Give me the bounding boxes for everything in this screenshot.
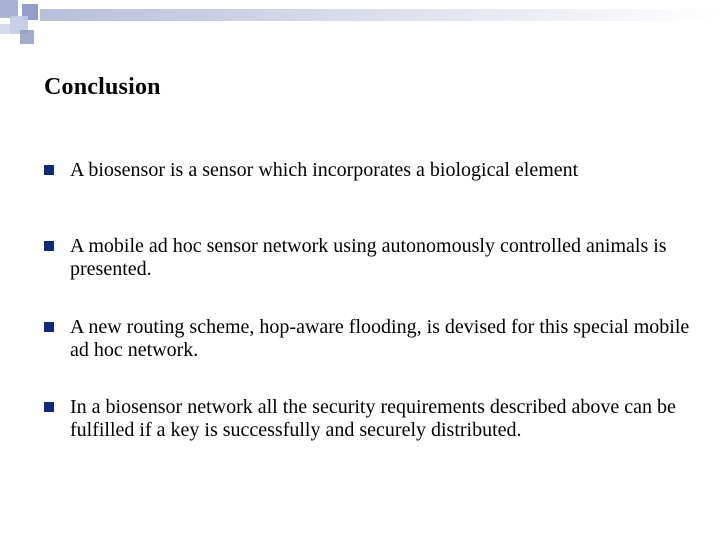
- bullet-text: A mobile ad hoc sensor network using autonomously controlled animals is presented.: [70, 235, 667, 280]
- bullet-text: A new routing scheme, hop-aware flooding, is devised for this special mobile ad hoc network.: [70, 316, 690, 361]
- square-bullet-icon: [44, 322, 54, 332]
- deco-square-5: [0, 24, 10, 34]
- bullet-text: In a biosensor network all the security requirements described above can be fulfilled if a key is successfully and securely distributed.: [70, 396, 676, 441]
- square-bullet-icon: [44, 165, 54, 175]
- square-bullet-icon: [44, 402, 54, 412]
- header-decoration: [0, 0, 720, 50]
- square-bullet-icon: [44, 241, 54, 251]
- bullet-text: A biosensor is a sensor which incorporates a biological element: [70, 159, 579, 181]
- slide-title: Conclusion: [44, 74, 161, 100]
- header-gradient-bar: [40, 9, 720, 21]
- deco-square-4: [20, 30, 34, 44]
- deco-square-1: [0, 0, 18, 18]
